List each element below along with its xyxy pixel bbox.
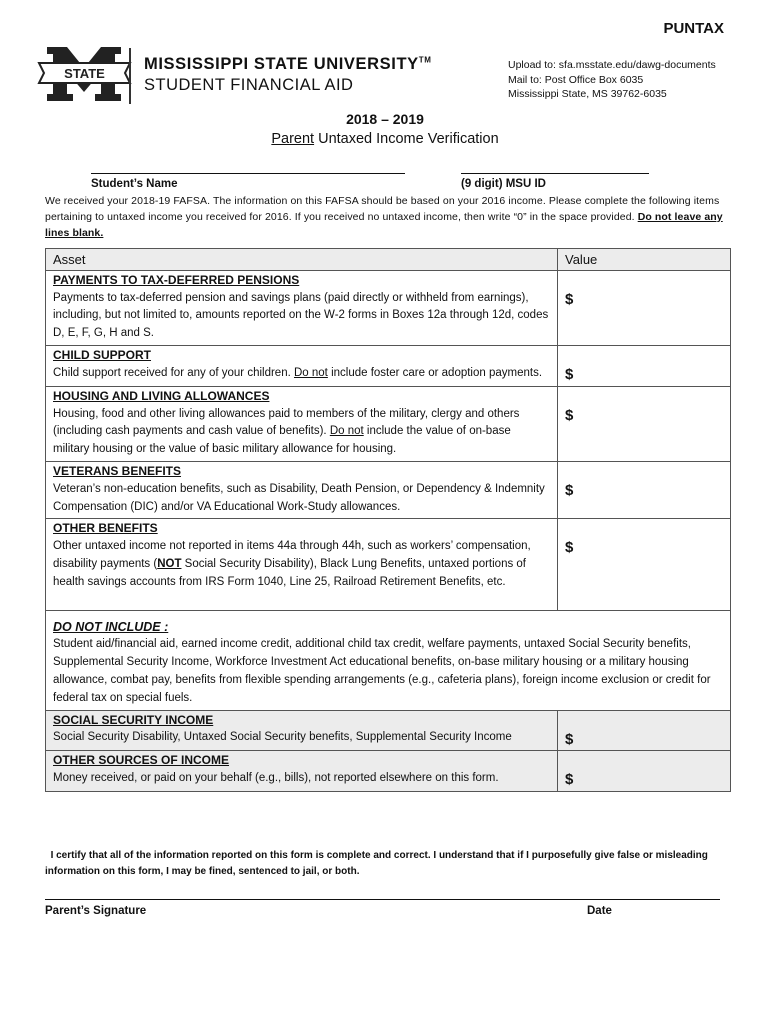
row-text: Child support received for any of your children. — [53, 366, 294, 379]
value-input[interactable]: $ — [558, 710, 731, 751]
value-input[interactable]: $ — [558, 461, 731, 518]
certification-statement — [45, 848, 735, 880]
form-title — [0, 131, 770, 147]
instructions-text: We received your 2018-19 FAFSA. The information on this FAFSA should be based on your 2016 income. Please complete the following items pertaining to untaxed income you received for 2016. If you received no untaxed income, then write “0” in the space provided. — [45, 195, 720, 223]
msu-logo — [37, 44, 132, 104]
table-row — [46, 710, 731, 751]
row-text-emphasis: NOT — [157, 557, 182, 570]
row-title: VETERANS BENEFITS — [53, 463, 182, 478]
instructions-emphasis: Do not leave any lines blank. — [45, 211, 723, 239]
table-row — [46, 386, 731, 461]
table-row — [46, 345, 731, 386]
student-name-field[interactable] — [91, 173, 405, 174]
row-title: CHILD SUPPORT — [53, 347, 152, 362]
do-not-include-row — [46, 610, 731, 710]
do-not-include-text: Student aid/financial aid, earned income credit, additional child tax credit, welfare payments, untaxed Social Security benefits, Supplemental Security Income, Workforce Investment Act educational benefits, on-base military housing or a military housing allowance, combat pay, benefits from flexible spending arrangements (e.g., cafeteria plans), foreign income exclusion or credit for federal tax on special fuels. — [53, 638, 711, 704]
row-text: Veteran’s non-education benefits, such as Disability, Death Pension, or Dependency & Indemnity Compensation (DIC) and/or VA Educational Work-Study allowances. — [53, 482, 545, 513]
row-text: Money received, or paid on your behalf (e.g., bills), not reported elsewhere on this form. — [53, 772, 499, 785]
title-rest: Untaxed Income Verification — [314, 131, 499, 147]
row-text: Housing, food and other living allowances paid to members of the military, clergy and others (including cash payments and cash value of benefits). — [53, 407, 520, 438]
logo-text: STATE — [64, 66, 105, 81]
asset-cell — [46, 751, 558, 792]
instructions — [45, 193, 725, 241]
student-name-label: Student’s Name — [91, 178, 178, 190]
contact-info — [508, 58, 716, 102]
row-text: Social Security Disability), Black Lung Benefits, untaxed portions of health savings accounts from IRS Form 1040, Line 25, Railroad Retirement Benefits, etc. — [53, 557, 527, 588]
row-text: Other untaxed income not reported in items 44a through 44h, such as workers’ compensation, disability payments ( — [53, 540, 531, 570]
parent-signature-label: Parent’s Signature — [45, 905, 147, 917]
table-row — [46, 461, 731, 518]
row-text: Payments to tax-deferred pension and savings plans (paid directly or withheld from earnings), including, but not limited to, amounts reported on the W-2 forms in Boxes 12a through 12d, codes D, E, F, G, H and S. — [53, 291, 549, 340]
trademark: TM — [418, 55, 432, 65]
table-header — [46, 249, 731, 271]
certification-text: I certify that all of the information reported on this form is complete and correct. I understand that if I purposefully give false or misleading information on this form, I may be fined, sentenced to jail, or both. — [45, 850, 708, 877]
value-input[interactable]: $ — [558, 519, 731, 610]
form-code: PUNTAX — [663, 20, 724, 37]
value-input[interactable]: $ — [558, 386, 731, 461]
row-text-emphasis: Do not — [293, 366, 328, 379]
department-name: STUDENT FINANCIAL AID — [144, 76, 354, 94]
university-name — [144, 55, 432, 74]
table-row — [46, 751, 731, 792]
table-row — [46, 519, 731, 610]
row-text: Social Security Disability, Untaxed Social Security benefits, Supplemental Security Income — [53, 731, 512, 744]
do-not-include-title: DO NOT INCLUDE : — [53, 619, 169, 634]
asset-column-header: Asset — [46, 249, 558, 271]
do-not-include-cell — [46, 610, 731, 710]
row-title: OTHER SOURCES OF INCOME — [53, 753, 230, 768]
asset-cell — [46, 270, 558, 345]
asset-cell — [46, 519, 558, 610]
value-input[interactable]: $ — [558, 751, 731, 792]
income-table — [45, 248, 731, 792]
city-address: Mississippi State, MS 39762-6035 — [508, 88, 667, 100]
asset-cell — [46, 710, 558, 751]
date-label: Date — [587, 905, 612, 917]
upload-link[interactable]: Upload to: sfa.msstate.edu/dawg-documents — [508, 59, 716, 71]
asset-cell — [46, 461, 558, 518]
header-divider — [129, 48, 131, 104]
row-title: HOUSING AND LIVING ALLOWANCES — [53, 388, 270, 403]
row-text: include the value of on-base military housing or the value of basic military allowance for housing. — [53, 425, 511, 456]
asset-cell — [46, 345, 558, 386]
row-text-emphasis: Do not — [329, 425, 364, 438]
table-row — [46, 270, 731, 345]
signature-line[interactable] — [45, 899, 720, 900]
university-label: MISSISSIPPI STATE UNIVERSITY — [144, 55, 419, 73]
title-underlined: Parent — [271, 131, 315, 147]
value-input[interactable]: $ — [558, 270, 731, 345]
row-title: PAYMENTS TO TAX-DEFERRED PENSIONS — [53, 272, 300, 287]
row-title: OTHER BENEFITS — [53, 521, 158, 536]
msu-id-label: (9 digit) MSU ID — [461, 178, 546, 190]
value-input[interactable]: $ — [558, 345, 731, 386]
value-column-header: Value — [558, 249, 731, 271]
asset-cell — [46, 386, 558, 461]
msu-id-field[interactable] — [461, 173, 649, 174]
row-text: include foster care or adoption payments. — [327, 366, 543, 379]
row-title: SOCIAL SECURITY INCOME — [53, 712, 214, 727]
award-year: 2018 – 2019 — [346, 111, 424, 127]
mail-address: Mail to: Post Office Box 6035 — [508, 73, 644, 86]
